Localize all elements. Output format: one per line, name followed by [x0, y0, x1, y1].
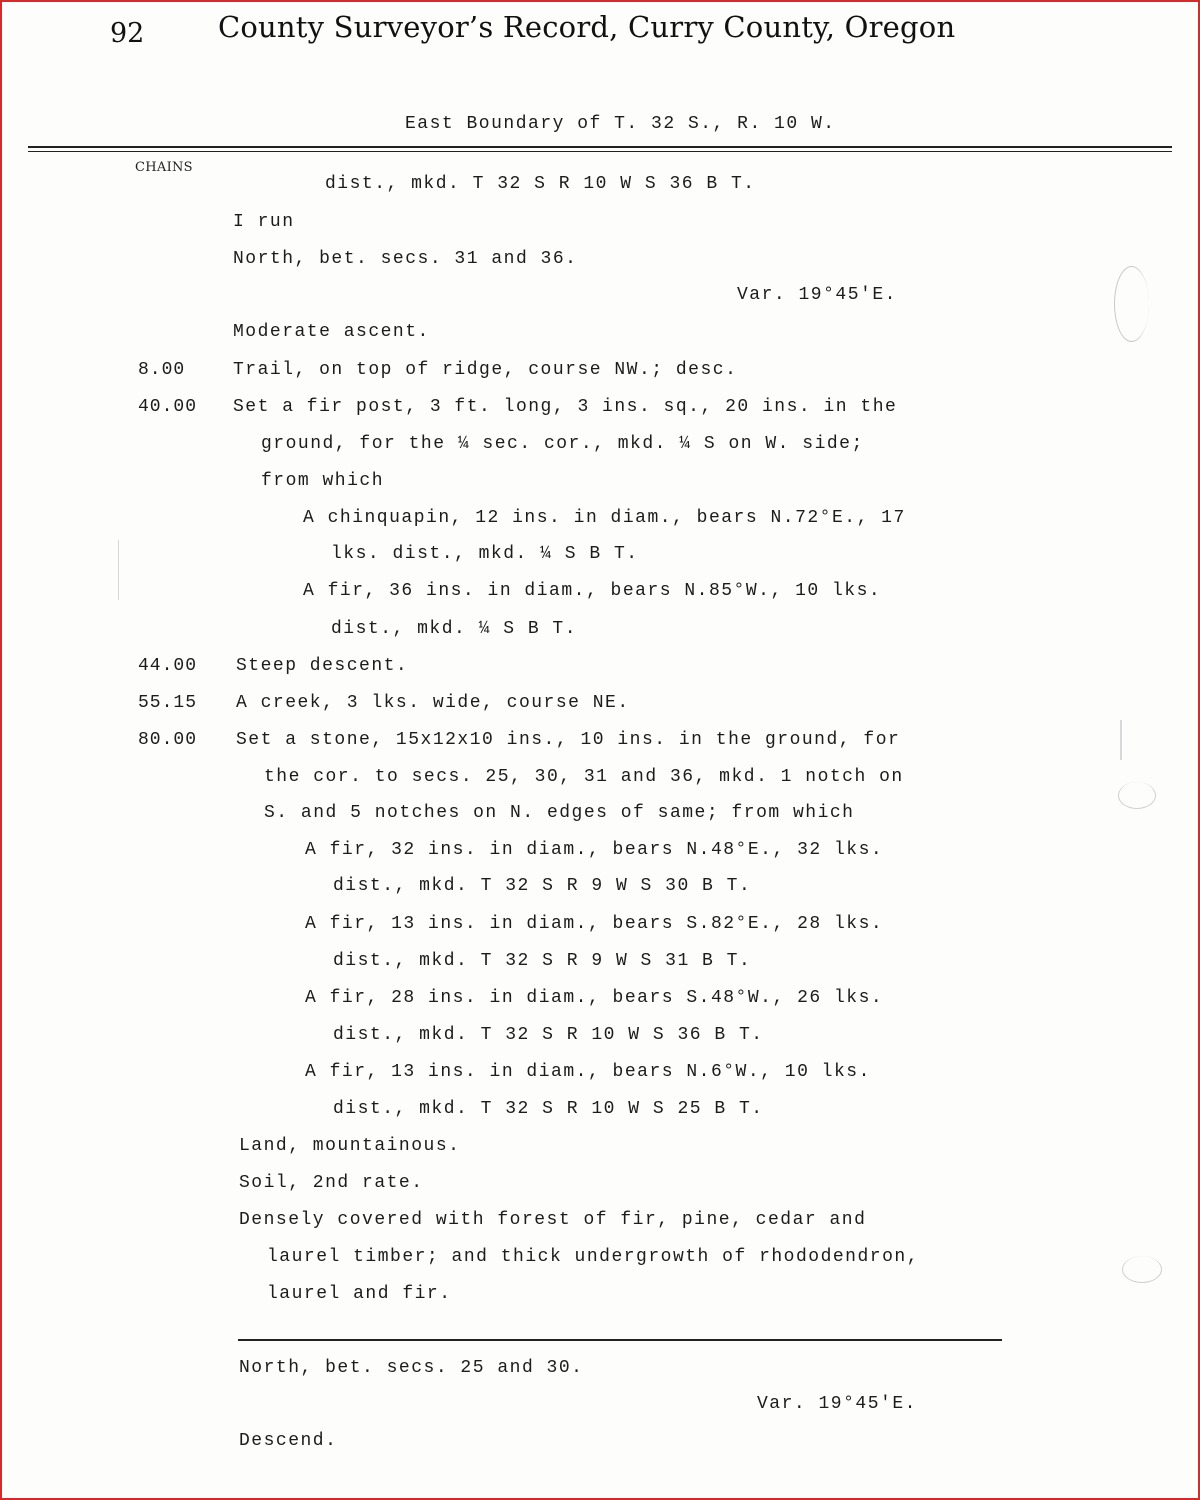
chain-value: 55.15 — [138, 693, 198, 713]
section-subtitle: East Boundary of T. 32 S., R. 10 W. — [405, 114, 836, 134]
text-line: Moderate ascent. — [233, 322, 430, 342]
chain-value: 40.00 — [138, 397, 198, 417]
text-line: Soil, 2nd rate. — [239, 1173, 424, 1193]
text-line: laurel timber; and thick undergrowth of rhododendron, — [267, 1247, 919, 1267]
text-line: Set a fir post, 3 ft. long, 3 ins. sq., 20 ins. in the — [233, 397, 898, 417]
text-line: the cor. to secs. 25, 30, 31 and 36, mkd. 1 notch on — [264, 767, 904, 787]
variation-note: Var. 19°45'E. — [757, 1394, 917, 1414]
text-line: ground, for the ¼ sec. cor., mkd. ¼ S on W. side; — [261, 434, 864, 454]
text-line: A fir, 32 ins. in diam., bears N.48°E., 32 lks. — [305, 840, 884, 860]
text-line: North, bet. secs. 31 and 36. — [233, 249, 578, 269]
punch-hole-mark — [1118, 782, 1156, 809]
text-line: Land, mountainous. — [239, 1136, 461, 1156]
text-line: dist., mkd. T 32 S R 10 W S 25 B T. — [333, 1099, 764, 1119]
text-line: lks. dist., mkd. ¼ S B T. — [331, 544, 639, 564]
header-rule-top — [28, 146, 1172, 148]
page-number: 92 — [110, 18, 145, 49]
section-divider — [238, 1339, 1002, 1341]
document-page — [2, 2, 1198, 1498]
text-line: A fir, 36 ins. in diam., bears N.85°W., 10 lks. — [303, 581, 882, 601]
chain-value: 80.00 — [138, 730, 198, 750]
chains-column-label: CHAINS — [135, 160, 193, 175]
text-line: Densely covered with forest of fir, pine, cedar and — [239, 1210, 867, 1230]
text-line: dist., mkd. T 32 S R 10 W S 36 B T. — [333, 1025, 764, 1045]
text-line: dist., mkd. T 32 S R 10 W S 36 B T. — [325, 174, 756, 194]
text-line: A fir, 28 ins. in diam., bears S.48°W., 26 lks. — [305, 988, 884, 1008]
text-line: A creek, 3 lks. wide, course NE. — [236, 693, 630, 713]
header-rule-bottom — [28, 151, 1172, 152]
text-line: A fir, 13 ins. in diam., bears N.6°W., 10 lks. — [305, 1062, 871, 1082]
text-line: laurel and fir. — [267, 1284, 452, 1304]
text-line: Set a stone, 15x12x10 ins., 10 ins. in the ground, for — [236, 730, 901, 750]
text-line: Trail, on top of ridge, course NW.; desc. — [233, 360, 738, 380]
punch-hole-mark — [1122, 1256, 1162, 1283]
text-line: A fir, 13 ins. in diam., bears S.82°E., 28 lks. — [305, 914, 884, 934]
punch-hole-mark — [1114, 266, 1149, 342]
chain-value: 8.00 — [138, 360, 186, 380]
text-line: Steep descent. — [236, 656, 409, 676]
text-line: dist., mkd. T 32 S R 9 W S 31 B T. — [333, 951, 752, 971]
scan-artifact — [1120, 720, 1122, 760]
variation-note: Var. 19°45'E. — [737, 285, 897, 305]
text-line: dist., mkd. T 32 S R 9 W S 30 B T. — [333, 876, 752, 896]
text-line: A chinquapin, 12 ins. in diam., bears N.72°E., 17 — [303, 508, 906, 528]
text-line: Descend. — [239, 1431, 338, 1451]
record-title: County Surveyor’s Record, Curry County, Oregon — [218, 10, 956, 44]
scan-artifact — [118, 540, 119, 600]
chain-value: 44.00 — [138, 656, 198, 676]
text-line: North, bet. secs. 25 and 30. — [239, 1358, 584, 1378]
text-line: dist., mkd. ¼ S B T. — [331, 619, 578, 639]
text-line: from which — [261, 471, 385, 491]
text-line: I run — [233, 212, 295, 232]
text-line: S. and 5 notches on N. edges of same; from which — [264, 803, 855, 823]
